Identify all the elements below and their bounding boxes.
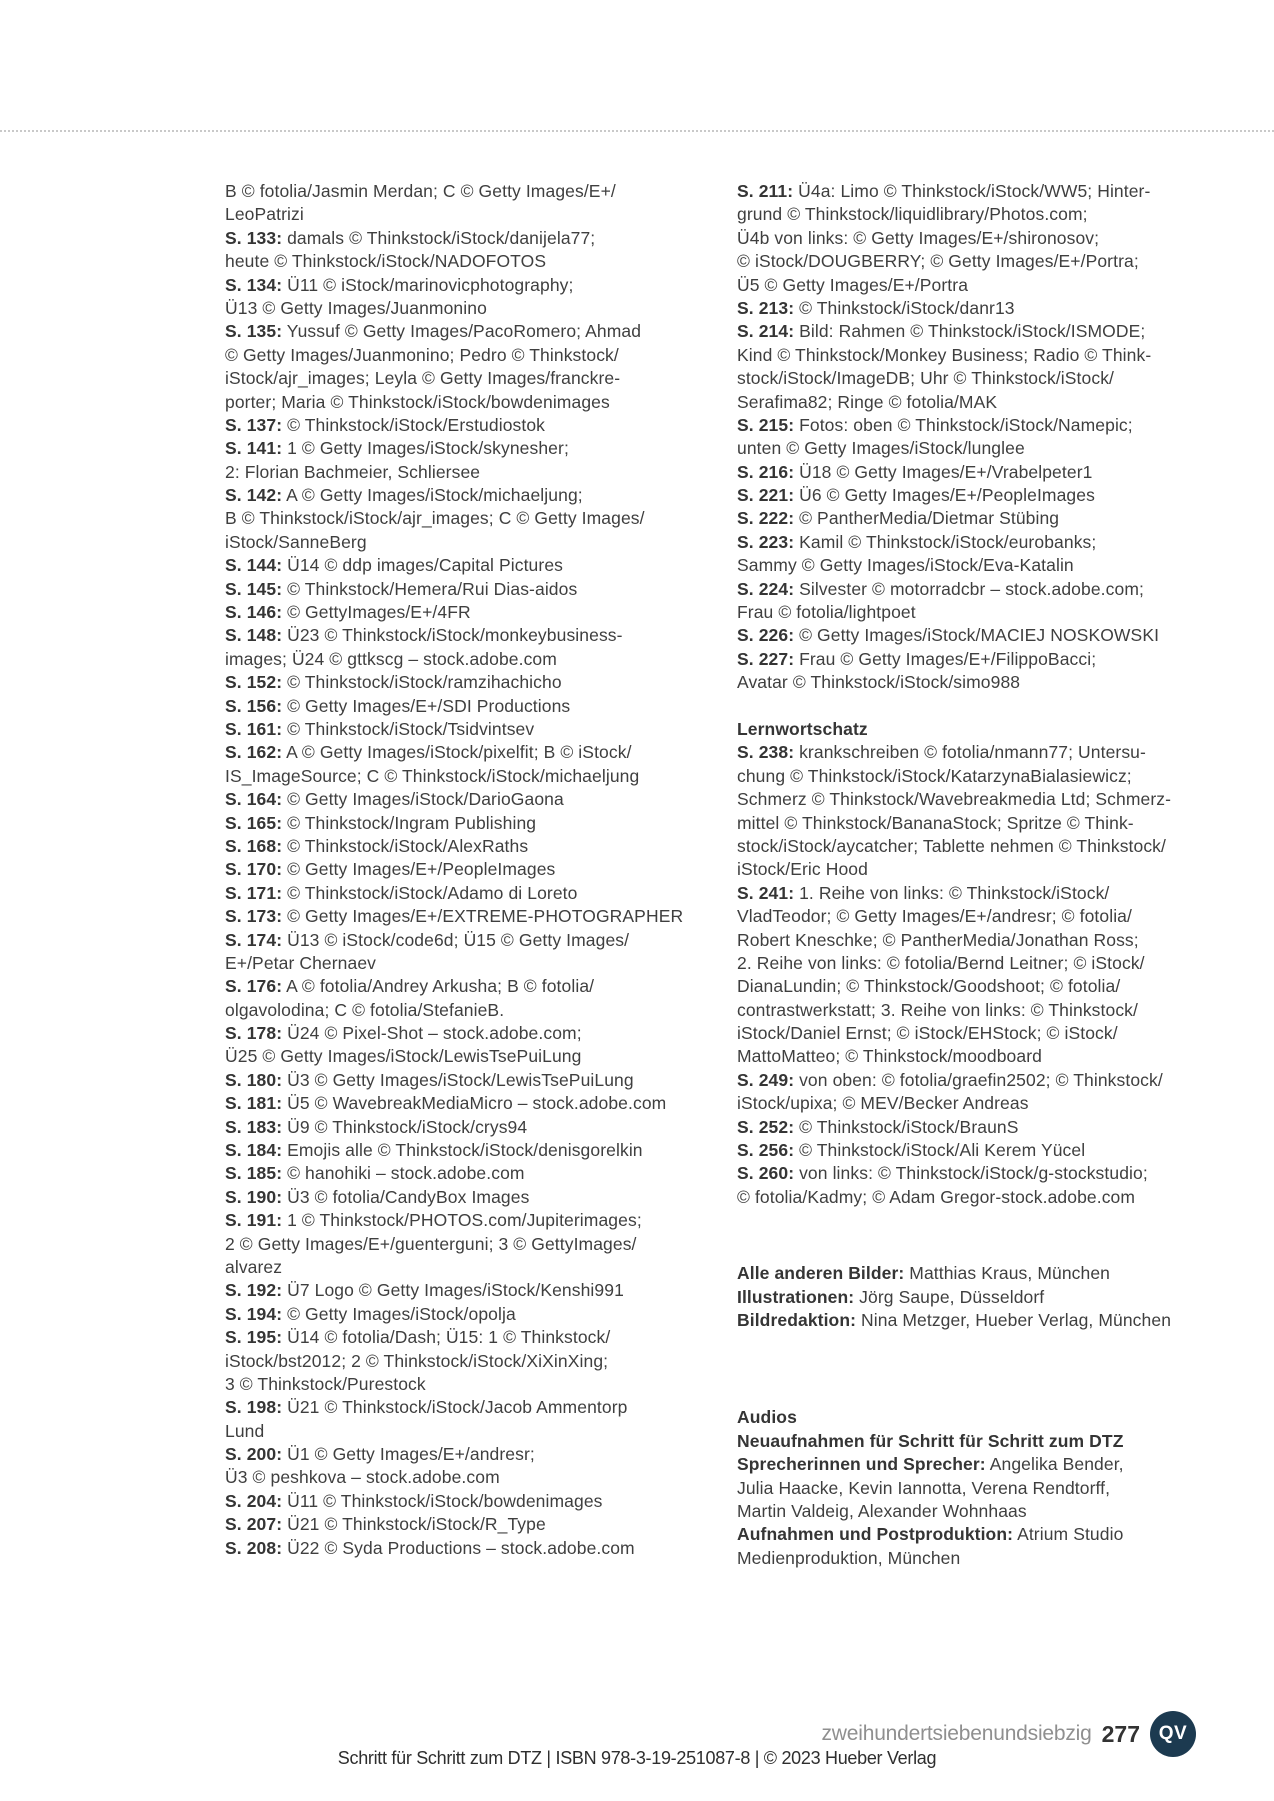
credit-line: Ü25 © Getty Images/iStock/LewisTsePuiLung — [225, 1046, 582, 1067]
dotted-divider — [0, 130, 1274, 132]
credit-line: unten © Getty Images/iStock/lunglee — [737, 438, 1025, 459]
credit-line: iStock/Eric Hood — [737, 859, 868, 880]
credit-line: S. 216: Ü18 © Getty Images/E+/Vrabelpeter1 — [737, 461, 1093, 482]
credit-line: S. 135: Yussuf © Getty Images/PacoRomero; Ahmad — [225, 321, 642, 342]
credit-line: S. 224: Silvester © motorradcbr – stock.adobe.com; — [737, 578, 1144, 599]
credit-line: S. 171: © Thinkstock/iStock/Adamo di Loreto — [225, 882, 578, 903]
credit-line: S. 198: Ü21 © Thinkstock/iStock/Jacob Ammentorp — [225, 1397, 628, 1418]
credit-line: S. 241: 1. Reihe von links: © Thinkstock/iStock/ — [737, 882, 1110, 903]
credit-line: Aufnahmen und Postproduktion: Atrium Studio — [737, 1524, 1124, 1545]
credit-line: contrastwerkstatt; 3. Reihe von links: © Thinkstock/ — [737, 999, 1138, 1020]
credit-line: S. 256: © Thinkstock/iStock/Ali Kerem Yücel — [737, 1140, 1086, 1161]
credit-line: S. 190: Ü3 © fotolia/CandyBox Images — [225, 1186, 530, 1207]
credit-block — [737, 1406, 1257, 1570]
credit-line: S. 133: damals © Thinkstock/iStock/danijela77; — [225, 227, 596, 248]
credit-line: Frau © fotolia/lightpoet — [737, 602, 916, 623]
credit-line: 3 © Thinkstock/Purestock — [225, 1373, 426, 1394]
credit-line: iStock/upixa; © MEV/Becker Andreas — [737, 1093, 1029, 1114]
credit-line: S. 252: © Thinkstock/iStock/BraunS — [737, 1116, 1019, 1137]
credit-line: S. 174: Ü13 © iStock/code6d; Ü15 © Getty Images/ — [225, 929, 630, 950]
credit-line: S. 146: © GettyImages/E+/4FR — [225, 602, 471, 623]
credit-line: DianaLundin; © Thinkstock/Goodshoot; © fotolia/ — [737, 976, 1121, 997]
credit-line: heute © Thinkstock/iStock/NADOFOTOS — [225, 251, 547, 272]
credit-block — [737, 180, 1257, 695]
credit-line: S. 214: Bild: Rahmen © Thinkstock/iStock/ISMODE; — [737, 321, 1146, 342]
credit-line: S. 178: Ü24 © Pixel-Shot – stock.adobe.com; — [225, 1023, 582, 1044]
credit-line: B © fotolia/Jasmin Merdan; C © Getty Images/E+/ — [225, 181, 616, 201]
page-number: 277 — [1101, 1720, 1140, 1747]
credit-line: Illustrationen: Jörg Saupe, Düsseldorf — [737, 1286, 1045, 1307]
credit-line: S. 156: © Getty Images/E+/SDI Productions — [225, 695, 571, 716]
credit-line: Ü3 © peshkova – stock.adobe.com — [225, 1467, 500, 1488]
credit-line: Lund — [225, 1420, 265, 1441]
credit-line: iStock/SanneBerg — [225, 531, 367, 552]
credit-line: S. 215: Fotos: oben © Thinkstock/iStock/Namepic; — [737, 414, 1133, 435]
credit-line: Sprecherinnen und Sprecher: Angelika Bender, — [737, 1454, 1124, 1475]
credit-line: E+/Petar Chernaev — [225, 952, 377, 973]
credit-line: S. 184: Emojis alle © Thinkstock/iStock/denisgorelkin — [225, 1140, 643, 1161]
credit-line: iStock/bst2012; 2 © Thinkstock/iStock/XiXinXing; — [225, 1350, 609, 1371]
credit-line: S. 222: © PantherMedia/Dietmar Stübing — [737, 508, 1060, 529]
credit-line: S. 183: Ü9 © Thinkstock/iStock/crys94 — [225, 1116, 528, 1137]
credit-line: VladTeodor; © Getty Images/E+/andresr; © fotolia/ — [737, 906, 1132, 927]
credit-line: S. 180: Ü3 © Getty Images/iStock/LewisTsePuiLung — [225, 1069, 634, 1090]
credit-line: S. 170: © Getty Images/E+/PeopleImages — [225, 859, 556, 880]
credit-line: S. 137: © Thinkstock/iStock/Erstudiostok — [225, 414, 546, 435]
credit-line: S. 226: © Getty Images/iStock/MACIEJ NOSKOWSKI — [737, 625, 1160, 646]
credit-line: S. 165: © Thinkstock/Ingram Publishing — [225, 812, 537, 833]
credit-line: stock/iStock/aycatcher; Tablette nehmen © Thinkstock/ — [737, 835, 1166, 856]
credit-line: Medienproduktion, München — [737, 1547, 961, 1568]
credit-line: S. 221: Ü6 © Getty Images/E+/PeopleImages — [737, 485, 1095, 506]
credit-line: Alle anderen Bilder: Matthias Kraus, München — [737, 1263, 1111, 1284]
credit-line: S. 194: © Getty Images/iStock/opolja — [225, 1303, 516, 1324]
credit-line: Ü13 © Getty Images/Juanmonino — [225, 297, 487, 318]
credit-line: S. 207: Ü21 © Thinkstock/iStock/R_Type — [225, 1514, 546, 1535]
credit-line: S. 168: © Thinkstock/iStock/AlexRaths — [225, 835, 529, 856]
credit-line: S. 145: © Thinkstock/Hemera/Rui Dias-aidos — [225, 578, 578, 599]
credit-line: iStock/Daniel Ernst; © iStock/EHStock; © iStock/ — [737, 1023, 1118, 1044]
credit-block — [737, 718, 1257, 1209]
credit-line: S. 195: Ü14 © fotolia/Dash; Ü15: 1 © Thinkstock/ — [225, 1327, 611, 1348]
credit-line: S. 142: A © Getty Images/iStock/michaeljung; — [225, 485, 583, 506]
credit-block — [225, 180, 725, 1560]
credit-line: Avatar © Thinkstock/iStock/simo988 — [737, 672, 1021, 693]
credit-line: S. 200: Ü1 © Getty Images/E+/andresr; — [225, 1444, 535, 1465]
credit-line: S. 238: krankschreiben © fotolia/nmann77; Untersu- — [737, 742, 1146, 763]
credit-line: S. 148: Ü23 © Thinkstock/iStock/monkeybusiness- — [225, 625, 623, 646]
credit-line: S. 223: Kamil © Thinkstock/iStock/eurobanks; — [737, 531, 1097, 552]
credit-line: Robert Kneschke; © PantherMedia/Jonathan Ross; — [737, 929, 1139, 950]
credit-line: S. 152: © Thinkstock/iStock/ramzihachicho — [225, 672, 562, 693]
credit-line: S. 204: Ü11 © Thinkstock/iStock/bowdenimages — [225, 1490, 603, 1511]
page-number-word: zweihundertsiebenundsiebzig — [821, 1722, 1092, 1745]
credit-line: Sammy © Getty Images/iStock/Eva-Katalin — [737, 555, 1074, 576]
credit-line: S. 134: Ü11 © iStock/marinovicphotography; — [225, 274, 574, 295]
credit-line: © fotolia/Kadmy; © Adam Gregor-stock.adobe.com — [737, 1186, 1136, 1207]
credit-line: Martin Valdeig, Alexander Wohnhaas — [737, 1500, 1027, 1521]
credit-line: olgavolodina; C © fotolia/StefanieB. — [225, 999, 505, 1020]
credit-line: iStock/ajr_images; Leyla © Getty Images/franckre- — [225, 368, 621, 389]
credit-line: 2: Florian Bachmeier, Schliersee — [225, 461, 481, 482]
credit-line: S. 249: von oben: © fotolia/graefin2502; © Thinkstock/ — [737, 1069, 1163, 1090]
credit-line: mittel © Thinkstock/BananaStock; Spritze © Think- — [737, 812, 1134, 833]
credit-line: Kind © Thinkstock/Monkey Business; Radio © Think- — [737, 344, 1152, 365]
credit-line: S. 162: A © Getty Images/iStock/pixelfit; B © iStock/ — [225, 742, 632, 763]
credit-line: © iStock/DOUGBERRY; © Getty Images/E+/Portra; — [737, 251, 1139, 272]
credit-line: images; Ü24 © gttkscg – stock.adobe.com — [225, 648, 557, 669]
credit-line: IS_ImageSource; C © Thinkstock/iStock/michaeljung — [225, 765, 640, 786]
credit-line: Serafima82; Ringe © fotolia/MAK — [737, 391, 998, 412]
credit-line: © Getty Images/Juanmonino; Pedro © Thinkstock/ — [225, 344, 619, 365]
section-heading: Lernwortschatz — [737, 718, 868, 739]
credit-line: S. 161: © Thinkstock/iStock/Tsidvintsev — [225, 718, 535, 739]
credit-line: grund © Thinkstock/liquidlibrary/Photos.com; — [737, 204, 1088, 225]
credit-line: 2. Reihe von links: © fotolia/Bernd Leitner; © iStock/ — [737, 952, 1145, 973]
credit-line: chung © Thinkstock/iStock/KatarzynaBialasiewicz; — [737, 765, 1132, 786]
credit-line: LeoPatrizi — [225, 204, 304, 225]
credit-line: Julia Haacke, Kevin Iannotta, Verena Rendtorff, — [737, 1477, 1111, 1498]
credit-line: S. 213: © Thinkstock/iStock/danr13 — [737, 297, 1015, 318]
imprint-line: Schritt für Schritt zum DTZ | ISBN 978-3-19-251087-8 | © 2023 Hueber Verlag — [337, 1748, 937, 1768]
credit-line: 2 © Getty Images/E+/guenterguni; 3 © GettyImages/ — [225, 1233, 637, 1254]
credit-line: S. 260: von links: © Thinkstock/iStock/g-stockstudio; — [737, 1163, 1148, 1184]
credit-line: Ü5 © Getty Images/E+/Portra — [737, 274, 969, 295]
credit-block — [737, 1262, 1257, 1332]
credit-line: Schmerz © Thinkstock/Wavebreakmedia Ltd; Schmerz- — [737, 789, 1172, 810]
credit-line: S. 185: © hanohiki – stock.adobe.com — [225, 1163, 525, 1184]
credit-line: S. 164: © Getty Images/iStock/DarioGaona — [225, 789, 564, 810]
credit-line: B © Thinkstock/iStock/ajr_images; C © Getty Images/ — [225, 508, 645, 529]
credits-column-left — [225, 180, 725, 1560]
credit-line: S. 144: Ü14 © ddp images/Capital Pictures — [225, 555, 563, 576]
credit-line: Ü4b von links: © Getty Images/E+/shironosov; — [737, 227, 1100, 248]
credit-line: porter; Maria © Thinkstock/iStock/bowdenimages — [225, 391, 610, 412]
credit-line: alvarez — [225, 1256, 283, 1277]
credit-line: S. 181: Ü5 © WavebreakMediaMicro – stock.adobe.com — [225, 1093, 667, 1114]
credit-line: S. 173: © Getty Images/E+/EXTREME-PHOTOGRAPHER — [225, 906, 684, 927]
credit-line: S. 192: Ü7 Logo © Getty Images/iStock/Kenshi991 — [225, 1280, 624, 1301]
qv-badge: QV — [1150, 1711, 1196, 1757]
credits-column-right — [737, 180, 1257, 1570]
credit-line: S. 208: Ü22 © Syda Productions – stock.adobe.com — [225, 1537, 635, 1558]
credit-line: Neuaufnahmen für Schritt für Schritt zum DTZ — [737, 1430, 1124, 1451]
credit-line: S. 211: Ü4a: Limo © Thinkstock/iStock/WW5; Hinter- — [737, 181, 1151, 201]
section-heading: Audios — [737, 1407, 797, 1428]
credit-line: MattoMatteo; © Thinkstock/moodboard — [737, 1046, 1042, 1067]
credit-line: S. 227: Frau © Getty Images/E+/FilippoBacci; — [737, 648, 1097, 669]
credit-line: stock/iStock/ImageDB; Uhr © Thinkstock/iStock/ — [737, 368, 1115, 389]
credit-line: S. 176: A © fotolia/Andrey Arkusha; B © fotolia/ — [225, 976, 595, 997]
credit-line: S. 191: 1 © Thinkstock/PHOTOS.com/Jupiterimages; — [225, 1210, 642, 1231]
credit-line: Bildredaktion: Nina Metzger, Hueber Verlag, München — [737, 1309, 1172, 1330]
credit-line: S. 141: 1 © Getty Images/iStock/skynesher; — [225, 438, 569, 459]
